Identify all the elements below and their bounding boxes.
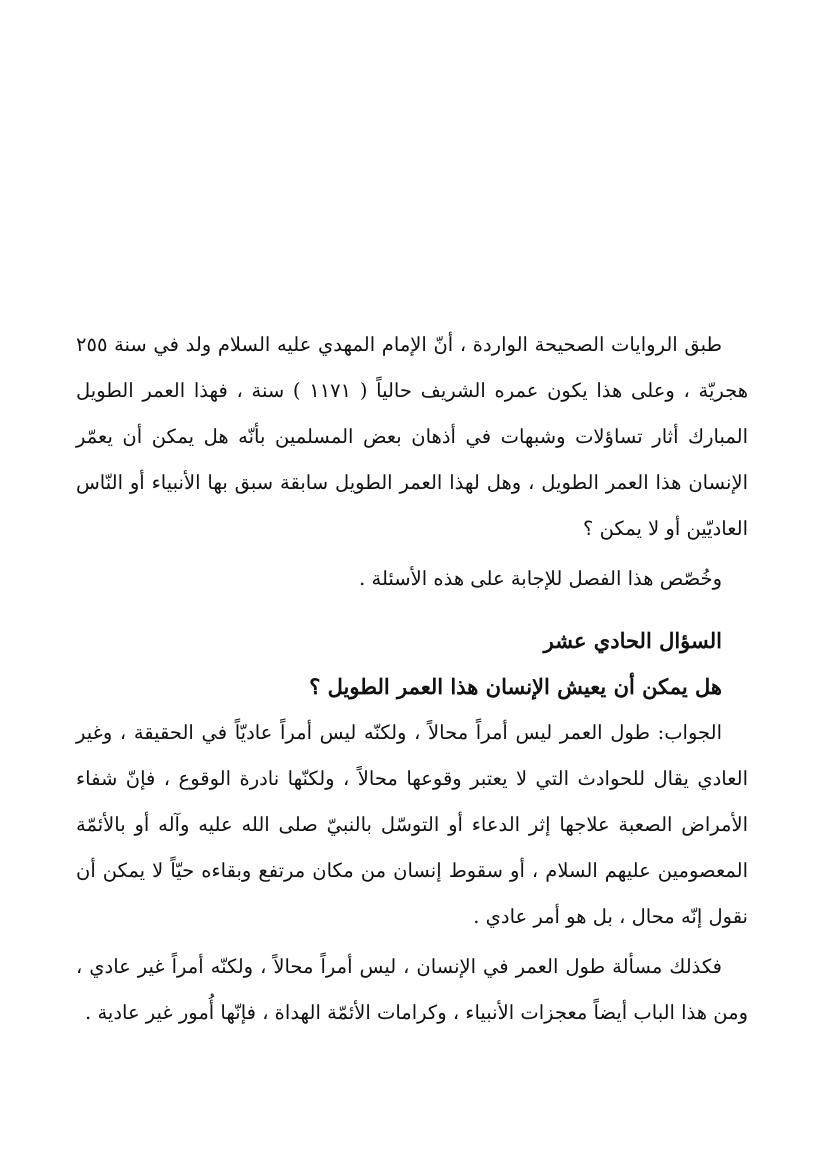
conclusion-paragraph: فكذلك مسألة طول العمر في الإنسان ، ليس أمراً محالاً ، ولكنّه أمراً غير عادي ، ومن هذا الباب أيضاً معجزات الأنبياء ، وكرامات الأئمّة الهداة ، فإنّها أُمور غير عادية . — [76, 955, 748, 1024]
book-page — [76, 322, 748, 1036]
question-heading: هل يمكن أن يعيش الإنسان هذا العمر الطويل ؟ — [309, 674, 722, 699]
section-title: السؤال الحادي عشر — [543, 628, 722, 653]
chapter-purpose-paragraph: وخُصّص هذا الفصل للإجابة على هذه الأسئلة . — [359, 567, 722, 590]
answer-paragraph: الجواب: طول العمر ليس أمراً محالاً ، ولكنّه ليس أمراً عاديّاً في الحقيقة ، وغير العادي يقال للحوادث التي لا يعتبر وقوعها محالاً ، ولكنّها نادرة الوقوع ، فإنّ شفاء الأمراض الصعبة علاجها إثر الدعاء أو التوسّل بالنبيّ صلى الله عليه وآله أو بالأئمّة المعصومين عليهم السلام ، أو سقوط إنسان من مكان مرتفع وبقاءه حيّاً لا يمكن أن نقول إنّه محال ، بل هو أمر عادي . — [76, 721, 748, 928]
intro-paragraph: طبق الروايات الصحيحة الواردة ، أنّ الإمام المهدي عليه السلام ولد في سنة ٢٥٥ هجريّة ، وعلى هذا يكون عمره الشريف حالياً ( ١١٧١ ) سنة ، فهذا العمر الطويل المبارك أثار تساؤلات وشبهات في أذهان بعض المسلمين بأنّه هل يمكن أن يعمّر الإنسان هذا العمر الطويل ، وهل لهذا العمر الطويل سابقة سبق بها الأنبياء أو النّاس العاديّين أو لا يمكن ؟ — [76, 333, 749, 540]
